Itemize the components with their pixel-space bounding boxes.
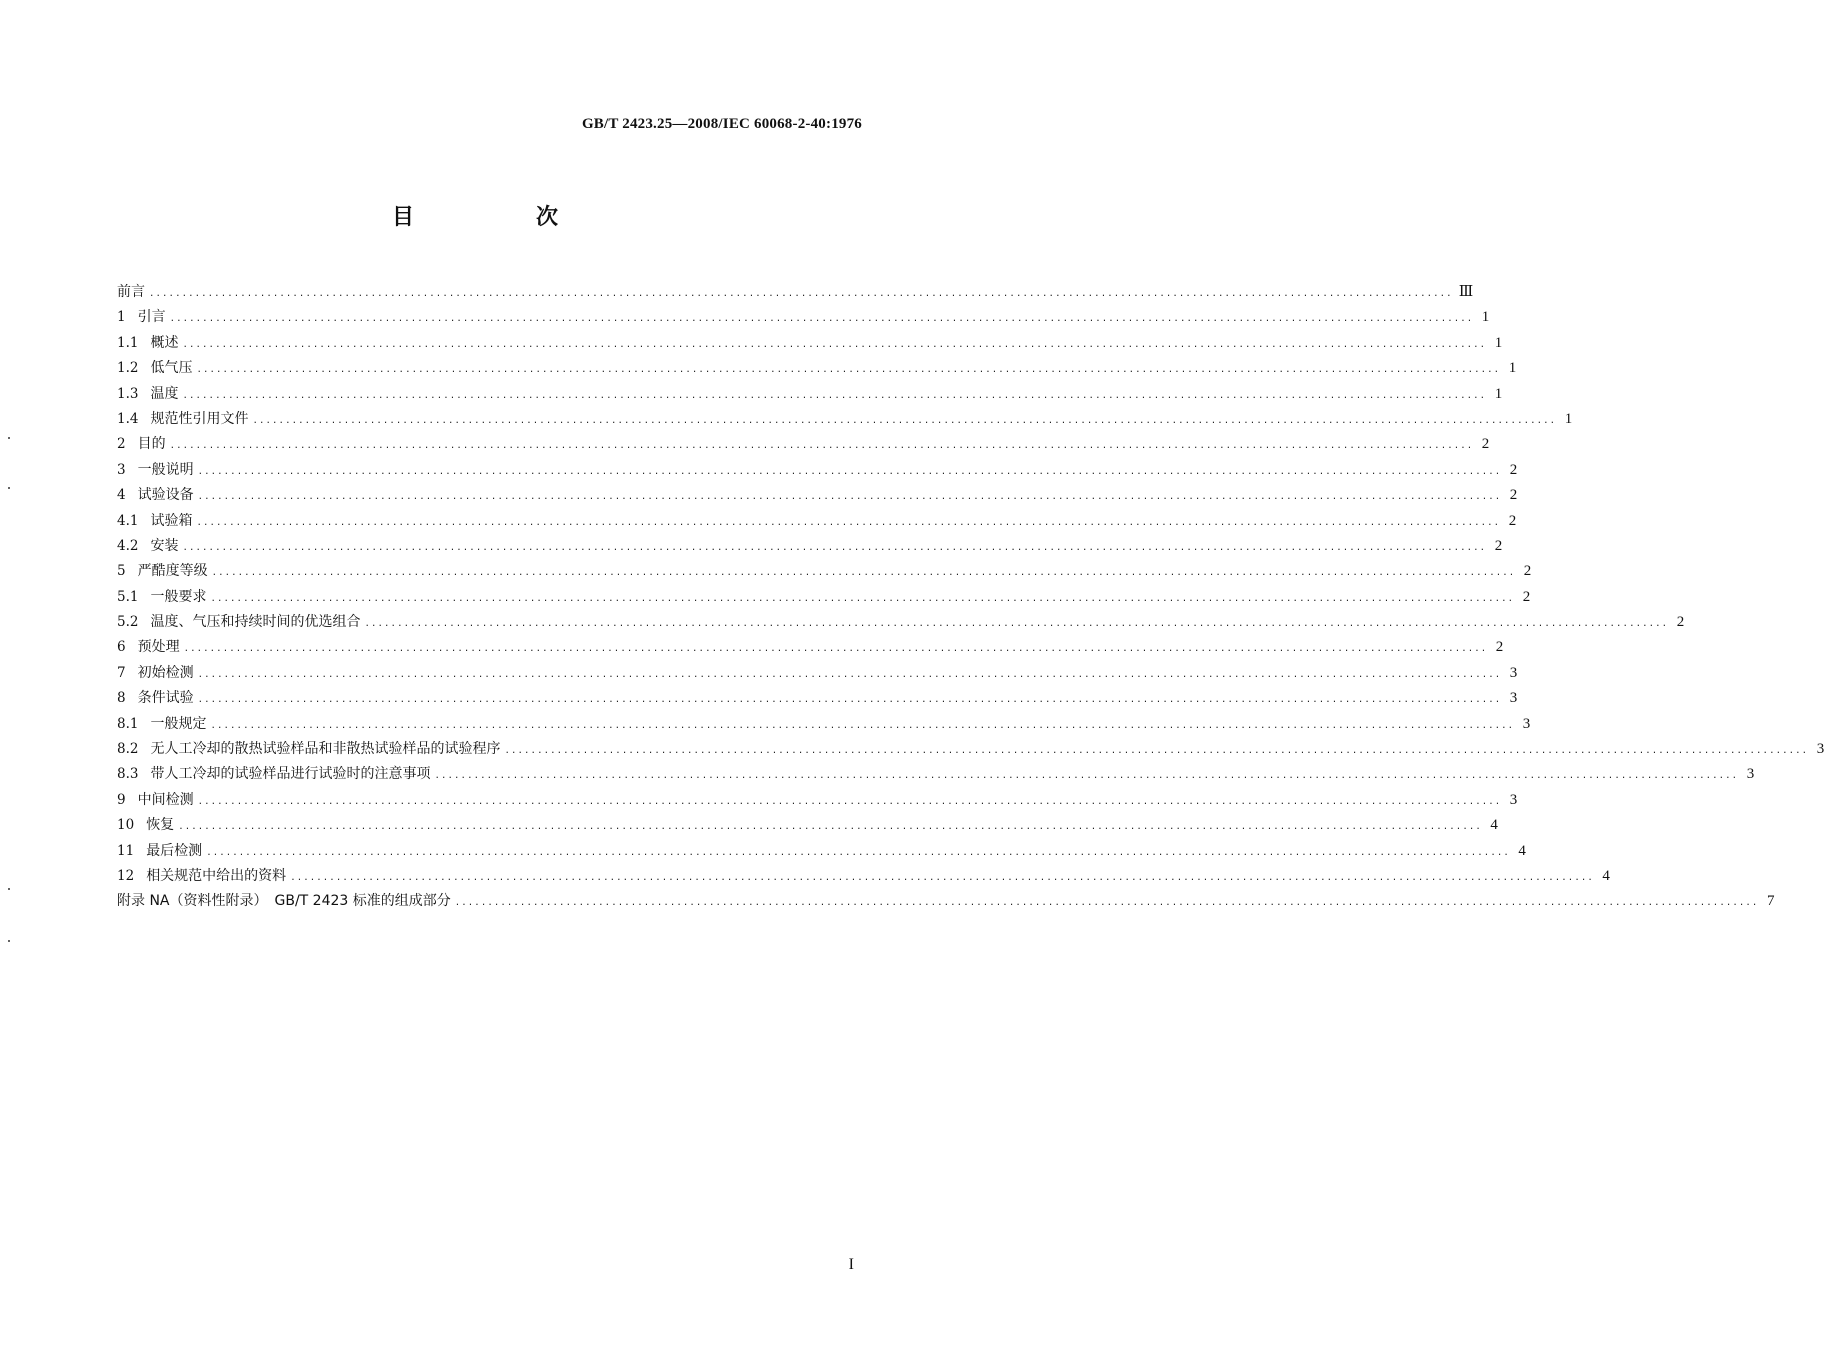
- toc-entry-number: 4: [117, 487, 126, 504]
- toc-entry-page: 4: [1602, 867, 1610, 884]
- toc-entry-number: 2: [117, 436, 126, 453]
- toc-entry-number: 3: [117, 461, 126, 478]
- toc-entry[interactable]: [117, 889, 1775, 914]
- dot-leader: ........................................................................................................................................................................................................: [197, 796, 1502, 807]
- toc-entry-number: 11: [117, 842, 135, 859]
- toc-entry-page: 3: [1509, 664, 1518, 681]
- toc-entry[interactable]: [117, 382, 1503, 407]
- toc-entry-title: 概述: [150, 334, 179, 351]
- toc-entry-title: 低气压: [150, 360, 193, 377]
- toc-entry-page: 1: [1494, 385, 1503, 402]
- toc-entry[interactable]: [117, 864, 1610, 889]
- toc-entry-number: 1.1: [117, 334, 139, 351]
- dot-leader: ........................................................................................................................................................................................................: [364, 619, 1669, 630]
- dot-leader: ........................................................................................................................................................................................................: [454, 898, 1759, 909]
- toc-entry[interactable]: [117, 762, 1755, 787]
- toc-entry-label: [117, 864, 286, 889]
- toc-entry-number: 5.2: [117, 614, 139, 631]
- dot-leader: ........................................................................................................................................................................................................: [252, 415, 1557, 426]
- dot-leader: ........................................................................................................................................................................................................: [211, 568, 1516, 579]
- toc-entry-page: 1: [1564, 410, 1573, 427]
- toc-entry-number: 6: [117, 639, 126, 656]
- toc-entry-title: 预处理: [137, 639, 180, 656]
- toc-entry-label: [117, 382, 178, 407]
- toc-entry-page: 7: [1766, 893, 1775, 910]
- dot-leader: ........................................................................................................................................................................................................: [178, 822, 1482, 833]
- toc-entry-label: [117, 305, 166, 330]
- toc-entry-title: 严酷度等级: [137, 563, 208, 580]
- toc-entry-page: 2: [1495, 639, 1504, 656]
- toc-entry-title: 试验箱: [150, 512, 193, 529]
- toc-entry-title: 前言: [117, 284, 145, 300]
- toc-entry-page: 4: [1518, 842, 1526, 859]
- toc-entry-title: 引言: [137, 309, 166, 326]
- toc-entry-number: 1: [117, 309, 126, 326]
- dot-leader: ........................................................................................................................................................................................................: [434, 771, 1739, 782]
- toc-entry-page: 3: [1816, 741, 1824, 758]
- toc-entry-title: 一般要求: [150, 588, 207, 605]
- toc-entry-label: [117, 610, 360, 635]
- toc-entry-label: [117, 686, 194, 711]
- toc-entry-page: 3: [1509, 791, 1518, 808]
- toc-entry-page: 2: [1481, 436, 1490, 453]
- toc-entry[interactable]: [117, 559, 1532, 584]
- toc-entry-title: 相关规范中给出的资料: [146, 867, 287, 884]
- toc-entry-number: 5.1: [117, 588, 139, 605]
- toc-entry-number: 5: [117, 563, 126, 580]
- toc-entry-page: 2: [1522, 588, 1531, 605]
- toc-entry-page: 2: [1494, 537, 1503, 554]
- toc-entry-page: 2: [1523, 563, 1532, 580]
- scan-speck: [8, 437, 10, 439]
- scan-speck: [8, 940, 10, 942]
- toc-entry-title: 一般规定: [150, 715, 207, 732]
- standard-number: GB/T 2423.25—2008/IEC 60068-2-40:1976: [581, 116, 862, 132]
- toc-entry[interactable]: [117, 407, 1573, 432]
- toc-entry-label: [117, 458, 194, 483]
- toc-entry-label: [117, 788, 194, 813]
- toc-entry-title: 初始检测: [137, 664, 194, 681]
- dot-leader: ........................................................................................................................................................................................................: [196, 517, 1501, 528]
- toc-entry-label: [117, 432, 166, 457]
- toc-entry-label: [117, 585, 206, 610]
- toc-entry[interactable]: [117, 356, 1517, 381]
- toc-entry[interactable]: [117, 458, 1518, 483]
- dot-leader: ........................................................................................................................................................................................................: [182, 339, 1487, 350]
- page-number: I: [848, 1256, 854, 1273]
- toc-entry-number: 8.1: [117, 715, 139, 732]
- toc-entry-label: [117, 280, 145, 305]
- dot-leader: ........................................................................................................................................................................................................: [196, 365, 1501, 376]
- toc-entry-label: [117, 331, 178, 356]
- toc-entry[interactable]: [117, 610, 1685, 635]
- toc-entry[interactable]: [117, 585, 1531, 610]
- toc-entry-page: 1: [1508, 360, 1517, 377]
- toc-entry-number: 7: [117, 664, 126, 681]
- toc-entry-label: [117, 509, 192, 534]
- toc-entry-label: [117, 813, 174, 838]
- toc-entry-title: 规范性引用文件: [150, 410, 249, 427]
- toc-entry-label: [117, 661, 194, 686]
- toc-entry-title: 附录 NA（资料性附录） GB/T 2423 标准的组成部分: [117, 893, 451, 910]
- dot-leader: ........................................................................................................................................................................................................: [182, 390, 1487, 401]
- toc-entry-label: [117, 559, 208, 584]
- dot-leader: ........................................................................................................................................................................................................: [206, 847, 1510, 858]
- dot-leader: ........................................................................................................................................................................................................: [182, 542, 1487, 553]
- toc-entry-page: 4: [1490, 817, 1498, 834]
- dot-leader: ........................................................................................................................................................................................................: [197, 466, 1502, 477]
- page-title: 目 次: [391, 205, 608, 230]
- toc-entry-title: 中间检测: [137, 791, 194, 808]
- toc-entry-number: 10: [117, 817, 135, 834]
- toc-entry-page: Ⅲ: [1458, 284, 1474, 300]
- toc-entry-page: 2: [1509, 461, 1518, 478]
- toc-entry[interactable]: [117, 813, 1498, 838]
- toc-entry-page: 2: [1508, 512, 1517, 529]
- dot-leader: ........................................................................................................................................................................................................: [183, 644, 1488, 655]
- toc-entry[interactable]: [117, 686, 1518, 711]
- toc-entry-label: [117, 839, 202, 864]
- toc-entry-number: 8.3: [117, 766, 139, 783]
- toc-entry-label: [117, 712, 206, 737]
- toc-entry-title: 条件试验: [137, 690, 194, 707]
- table-of-contents: [117, 280, 1824, 915]
- toc-entry-label: [117, 889, 451, 914]
- dot-leader: ........................................................................................................................................................................................................: [169, 314, 1474, 325]
- toc-entry-page: 2: [1509, 487, 1518, 504]
- toc-entry-number: 9: [117, 791, 126, 808]
- toc-entry-number: 1.3: [117, 385, 139, 402]
- toc-entry[interactable]: [117, 483, 1518, 508]
- toc-entry-page: 3: [1522, 715, 1531, 732]
- toc-entry-label: [117, 635, 180, 660]
- toc-entry[interactable]: [117, 788, 1518, 813]
- dot-leader: ........................................................................................................................................................................................................: [197, 492, 1502, 503]
- toc-entry-label: [117, 483, 194, 508]
- toc-entry[interactable]: [117, 280, 1474, 305]
- dot-leader: ........................................................................................................................................................................................................: [169, 441, 1474, 452]
- toc-entry-page: 3: [1746, 766, 1755, 783]
- toc-entry-title: 一般说明: [137, 461, 194, 478]
- toc-entry-number: 8.2: [117, 741, 139, 758]
- toc-entry-title: 温度: [150, 385, 179, 402]
- toc-entry[interactable]: [117, 305, 1490, 330]
- toc-entry-title: 安装: [150, 537, 179, 554]
- toc-entry-number: 12: [117, 867, 135, 884]
- dot-leader: ........................................................................................................................................................................................................: [197, 695, 1502, 706]
- toc-entry[interactable]: [117, 432, 1490, 457]
- toc-entry-title: 试验设备: [137, 487, 194, 504]
- toc-entry[interactable]: [117, 635, 1504, 660]
- toc-entry[interactable]: [117, 534, 1503, 559]
- toc-entry[interactable]: [117, 509, 1517, 534]
- toc-entry[interactable]: [117, 737, 1824, 762]
- toc-entry-label: [117, 762, 430, 787]
- dot-leader: ........................................................................................................................................................................................................: [290, 872, 1594, 883]
- toc-entry-number: 4.1: [117, 512, 139, 529]
- toc-entry-number: 1.2: [117, 360, 139, 377]
- toc-entry-number: 4.2: [117, 537, 139, 554]
- toc-entry-title: 目的: [137, 436, 166, 453]
- toc-entry-title: 无人工冷却的散热试验样品和非散热试验样品的试验程序: [150, 741, 501, 758]
- toc-entry-label: [117, 737, 500, 762]
- toc-entry-label: [117, 407, 248, 432]
- toc-entry-page: 3: [1509, 690, 1518, 707]
- toc-entry-title: 温度、气压和持续时间的优选组合: [150, 614, 361, 631]
- toc-entry-number: 1.4: [117, 410, 139, 427]
- toc-entry-number: 8: [117, 690, 126, 707]
- toc-entry[interactable]: [117, 712, 1531, 737]
- toc-entry-title: 带人工冷却的试验样品进行试验时的注意事项: [150, 766, 431, 783]
- toc-entry-title: 恢复: [146, 817, 175, 834]
- toc-entry[interactable]: [117, 839, 1526, 864]
- toc-entry-page: 2: [1676, 614, 1685, 631]
- toc-entry-label: [117, 356, 192, 381]
- toc-entry[interactable]: [117, 661, 1518, 686]
- dot-leader: ........................................................................................................................................................................................................: [197, 669, 1502, 680]
- scan-speck: [8, 487, 10, 489]
- toc-entry[interactable]: [117, 331, 1503, 356]
- dot-leader: ........................................................................................................................................................................................................: [504, 746, 1809, 757]
- toc-entry-label: [117, 534, 178, 559]
- scan-speck: [8, 888, 10, 890]
- toc-entry-page: 1: [1481, 309, 1490, 326]
- toc-entry-title: 最后检测: [146, 842, 203, 859]
- toc-entry-page: 1: [1494, 334, 1503, 351]
- dot-leader: ........................................................................................................................................................................................................: [210, 593, 1515, 604]
- dot-leader: ........................................................................................................................................................................................................: [210, 720, 1515, 731]
- dot-leader: ........................................................................................................................................................................................................: [149, 289, 1453, 299]
